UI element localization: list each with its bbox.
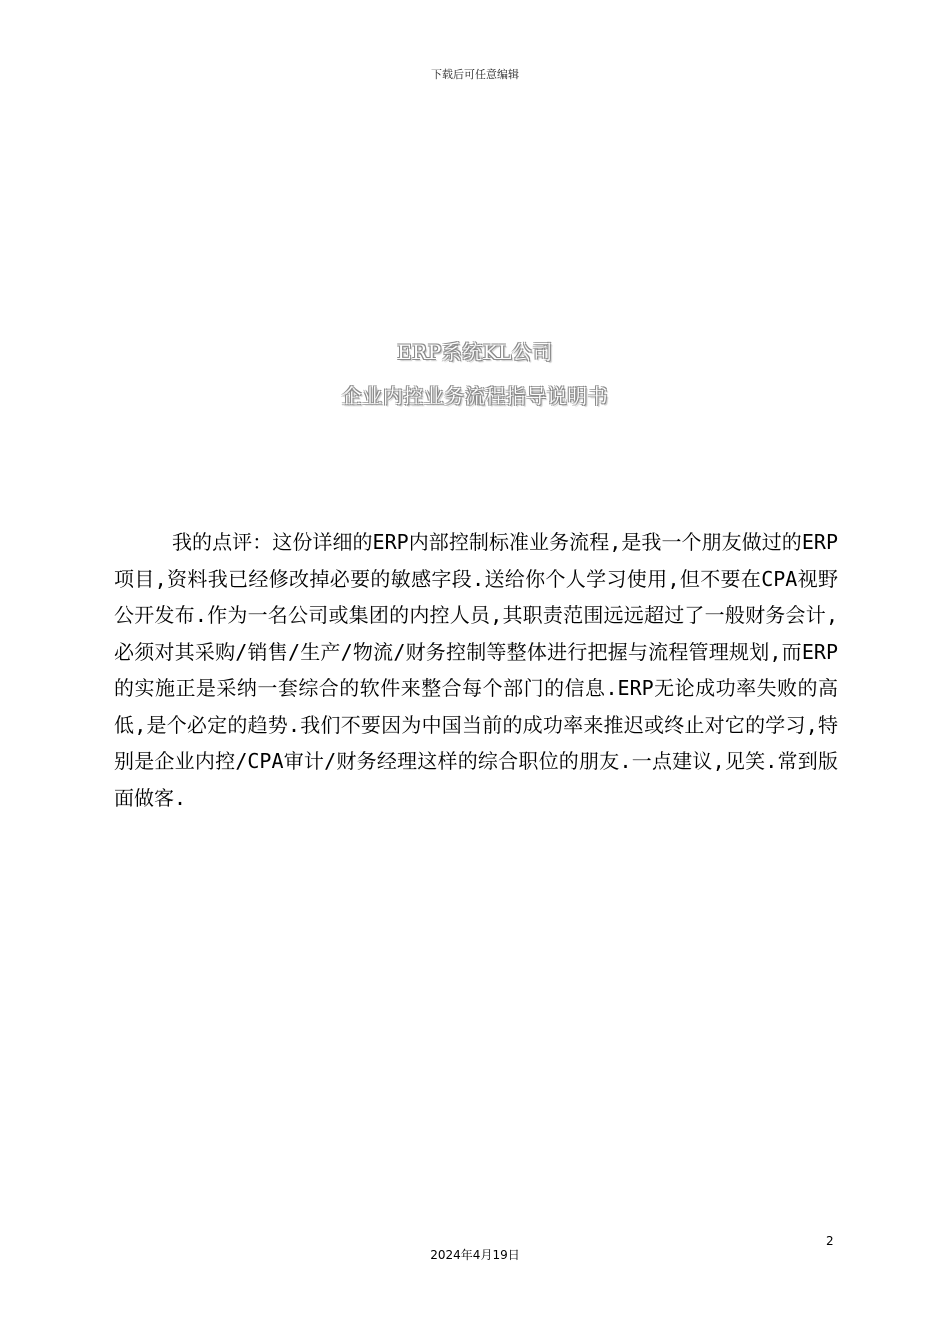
page-number: 2 bbox=[826, 1234, 834, 1248]
title-line-1: ERP系统KL公司 bbox=[397, 340, 553, 364]
header-note: 下载后可任意编辑 bbox=[431, 68, 519, 81]
comment-paragraph: 我的点评：这份详细的ERP内部控制标准业务流程,是我一个朋友做过的ERP项目,资料我已经修改掉必要的敏感字段.送给你个人学习使用,但不要在CPA视野公开发布.作为一名公司或集团的内控人员,其职责范围远远超过了一般财务会计,必须对其采购/销售/生产/物流/财务控制等整体进行把握与流程管理规划,而ERP的实施正是采纳一套综合的软件来整合每个部门的信息.ERP无论成功率失败的高低,是个必定的趋势.我们不要因为中国当前的成功率来推迟或终止对它的学习,特别是企业内控/CPA审计/财务经理这样的综合职位的朋友.一点建议,见笑.常到版面做客. bbox=[114, 530, 838, 810]
footer-date: 2024年4月19日 bbox=[430, 1248, 520, 1262]
title-line-2: 企业内控业务流程指导说明书 bbox=[341, 384, 609, 408]
document-title bbox=[0, 330, 950, 418]
